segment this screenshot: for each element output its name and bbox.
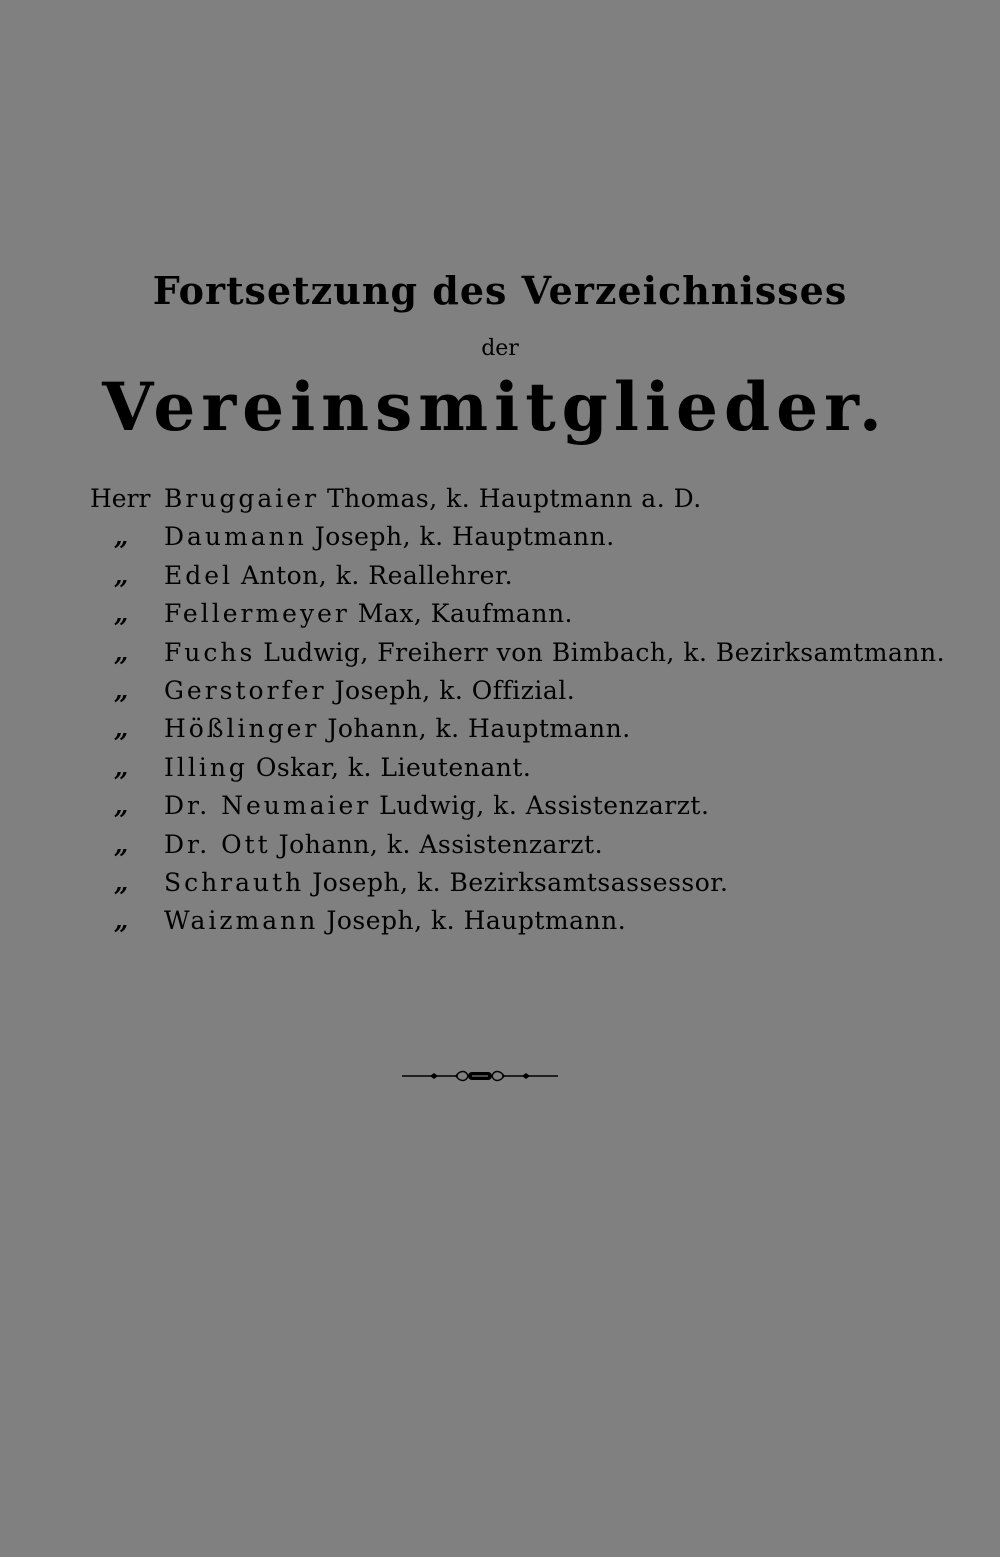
member-details: Thomas, k. Hauptmann a. D. [326,484,702,513]
ditto-mark: „ [114,714,129,744]
list-item [90,710,970,748]
member-details: Anton, k. Reallehrer. [240,560,514,590]
heading-article: der [481,336,519,361]
member-details: Ludwig, Freiherr von Bimbach, k. Bezirksamtmann. [263,637,946,667]
member-surname: Schrauth [163,867,305,897]
ditto-mark: „ [114,599,129,629]
member-details: Joseph, k. Offizial. [334,675,576,705]
list-item [90,672,970,710]
member-prefix: Herr [90,484,151,513]
member-surname: Gerstorfer [163,675,327,705]
member-surname: Dr. Neumaier [163,791,372,821]
member-details: Johann, k. Assistenzarzt. [278,829,604,859]
list-item [90,518,970,556]
list-item [90,557,970,595]
member-surname: Dr. Ott [163,829,271,859]
member-list [90,480,970,941]
member-details: Oskar, k. Lieutenant. [255,752,532,782]
member-surname: Hößlinger [163,714,320,744]
list-item [90,787,970,825]
member-details: Johann, k. Hauptmann. [327,714,631,744]
ditto-mark: „ [114,637,129,667]
ditto-mark: „ [114,675,129,705]
ditto-mark: „ [114,829,129,859]
divider-ornament-icon [400,1066,560,1086]
ditto-mark: „ [114,752,129,782]
ditto-mark: „ [114,522,129,552]
heading-continuation: Fortsetzung des Verzeichnisses [152,268,848,313]
list-item [90,864,970,902]
list-item [90,826,970,864]
member-surname: Fuchs [163,637,256,667]
list-item [90,749,970,787]
ditto-mark: „ [114,560,129,590]
ditto-mark: „ [114,867,129,897]
member-surname: Illing [163,752,248,782]
member-surname: Fellermeyer [163,599,350,629]
member-details: Joseph, k. Bezirksamtsassessor. [312,867,729,897]
list-item [90,480,970,518]
member-surname: Daumann [163,522,307,552]
ditto-mark: „ [114,791,129,821]
member-surname: Waizmann [163,906,319,936]
member-surname: Edel [163,560,233,590]
member-details: Ludwig, k. Assistenzarzt. [379,791,710,821]
list-item [90,595,970,633]
page-title: Vereinsmitglieder. [102,368,888,446]
member-details: Joseph, k. Hauptmann. [314,522,615,552]
ditto-mark: „ [114,906,129,936]
member-surname: Bruggaier [163,484,320,513]
member-details: Joseph, k. Hauptmann. [326,906,627,936]
member-details: Max, Kaufmann. [357,599,573,629]
list-item [90,634,970,672]
list-item [90,902,970,940]
